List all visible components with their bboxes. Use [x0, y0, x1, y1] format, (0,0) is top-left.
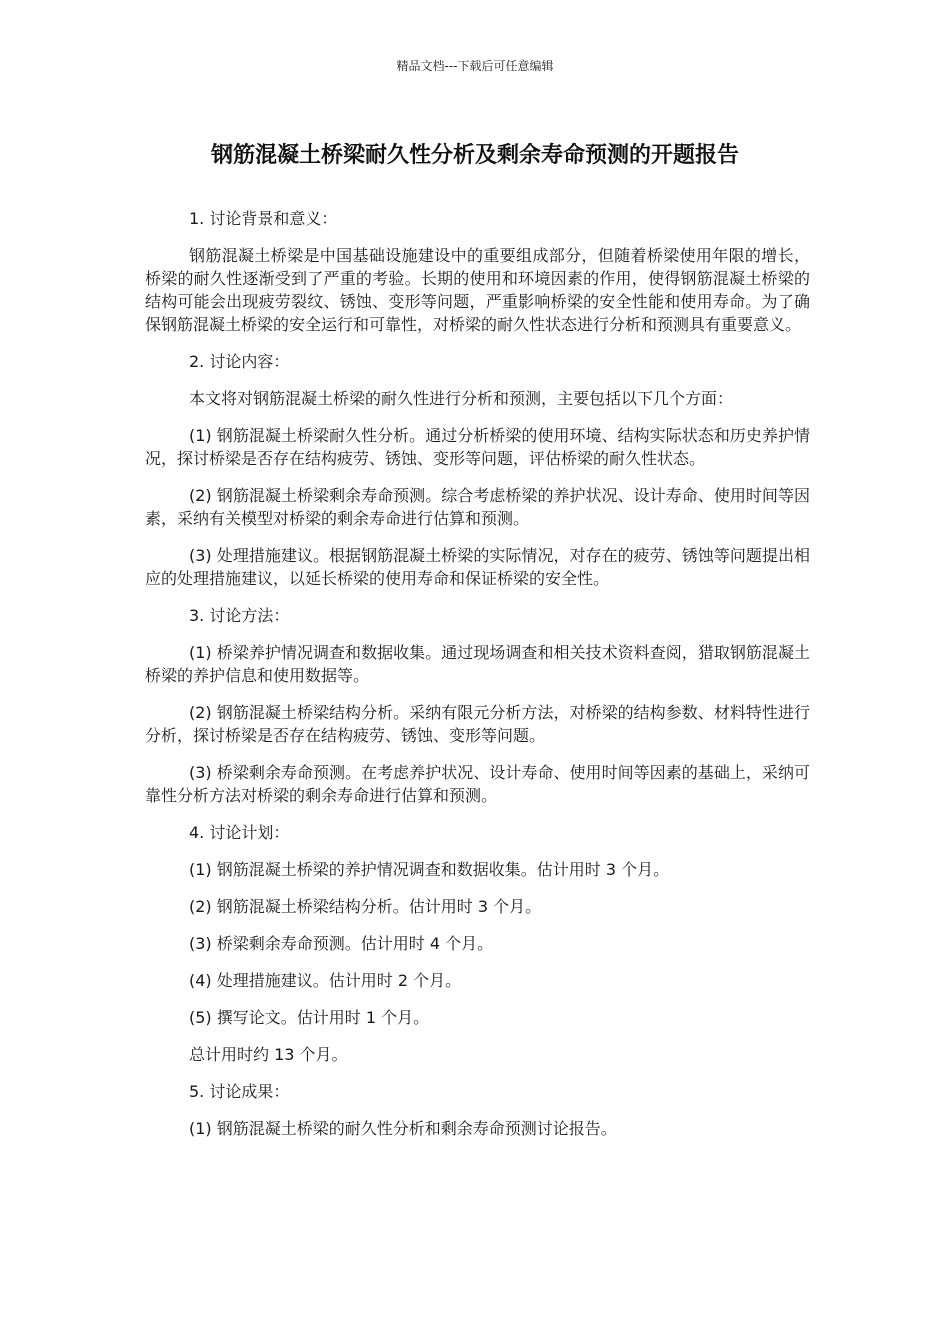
section-2-item: (3) 处理措施建议。根据钢筋混凝土桥梁的实际情况，对存在的疲劳、锈蚀等问题提出相应的处理措施建议，以延长桥梁的使用寿命和保证桥梁的安全性。	[145, 546, 810, 588]
section-3-item: (1) 桥梁养护情况调查和数据收集。通过现场调查和相关技术资料查阅，猎取钢筋混凝土桥梁的养护信息和使用数据等。	[145, 643, 810, 685]
section-4-heading: 4. 讨论计划：	[189, 823, 290, 842]
plan-total: 总计用时约 13 个月。	[189, 1045, 348, 1064]
page-header: 精品文档---下载后可任意编辑	[396, 59, 554, 73]
section-3-heading: 3. 讨论方法：	[189, 606, 290, 625]
section-2-heading: 2. 讨论内容：	[189, 352, 290, 371]
section-3-item: (2) 钢筋混凝土桥梁结构分析。采纳有限元分析方法，对桥梁的结构参数、材料特性进行分析，探讨桥梁是否存在结构疲劳、锈蚀、变形等问题。	[145, 703, 810, 745]
document-title: 钢筋混凝土桥梁耐久性分析及剩余寿命预测的开题报告	[210, 143, 739, 168]
section-2-item: (1) 钢筋混凝土桥梁耐久性分析。通过分析桥梁的使用环境、结构实际状态和历史养护情况，探讨桥梁是否存在结构疲劳、锈蚀、变形等问题，评估桥梁的耐久性状态。	[145, 426, 810, 468]
section-1-heading: 1. 讨论背景和意义：	[189, 209, 338, 228]
plan-item: (2) 钢筋混凝土桥梁结构分析。估计用时 3 个月。	[189, 897, 542, 916]
outcome-item: (1) 钢筋混凝土桥梁的耐久性分析和剩余寿命预测讨论报告。	[189, 1119, 617, 1138]
plan-item: (5) 撰写论文。估计用时 1 个月。	[189, 1008, 430, 1027]
section-2-intro: 本文将对钢筋混凝土桥梁的耐久性进行分析和预测，主要包括以下几个方面：	[189, 389, 734, 408]
section-3-item: (3) 桥梁剩余寿命预测。在考虑养护状况、设计寿命、使用时间等因素的基础上，采纳可靠性分析方法对桥梁的剩余寿命进行估算和预测。	[145, 763, 810, 805]
plan-item: (4) 处理措施建议。估计用时 2 个月。	[189, 971, 462, 990]
plan-item: (3) 桥梁剩余寿命预测。估计用时 4 个月。	[189, 934, 494, 953]
section-5-heading: 5. 讨论成果：	[189, 1082, 290, 1101]
section-2-item: (2) 钢筋混凝土桥梁剩余寿命预测。综合考虑桥梁的养护状况、设计寿命、使用时间等因素，采纳有关模型对桥梁的剩余寿命进行估算和预测。	[145, 486, 810, 528]
plan-item: (1) 钢筋混凝土桥梁的养护情况调查和数据收集。估计用时 3 个月。	[189, 860, 670, 879]
section-1-paragraph: 钢筋混凝土桥梁是中国基础设施建设中的重要组成部分，但随着桥梁使用年限的增长，桥梁的耐久性逐渐受到了严重的考验。长期的使用和环境因素的作用，使得钢筋混凝土桥梁的结构可能会出现疲劳裂纹、锈蚀、变形等问题，严重影响桥梁的安全性能和使用寿命。为了确保钢筋混凝土桥梁的安全运行和可靠性，对桥梁的耐久性状态进行分析和预测具有重要意义。	[145, 246, 810, 334]
document-body	[145, 207, 810, 1154]
